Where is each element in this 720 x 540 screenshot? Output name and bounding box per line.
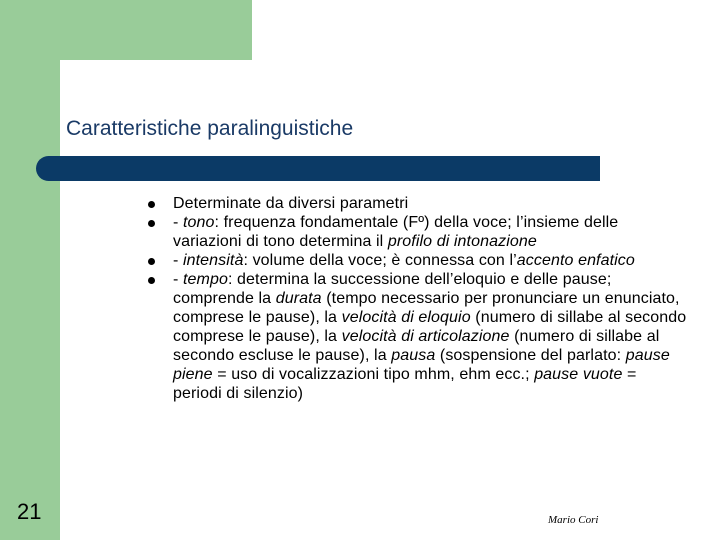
bullet-text: Determinate da diversi parametri — [173, 195, 409, 212]
text-segment: - — [173, 214, 183, 231]
bullet-text — [173, 214, 618, 250]
italic-term: velocità di eloquio — [341, 309, 471, 326]
green-side-band — [0, 0, 60, 540]
bullet-item — [148, 270, 688, 403]
bullet-text — [173, 271, 686, 402]
bullet-list — [148, 194, 688, 403]
text-segment: (numero di sillabe al secondo comprese le pause), la — [173, 309, 687, 345]
text-segment: (tempo necessario per pronunciare un enunciato, comprese le pause), la — [173, 290, 680, 326]
italic-term: pausa — [391, 347, 436, 364]
bullet-icon — [148, 220, 155, 227]
text-segment: - — [173, 252, 183, 269]
bullet-text — [173, 252, 635, 269]
bullet-item — [148, 251, 688, 270]
slide-title: Caratteristiche paralinguistiche — [66, 117, 354, 140]
text-segment: - — [173, 271, 183, 288]
italic-term: profilo di intonazione — [387, 233, 537, 250]
italic-term: accento enfatico — [516, 252, 635, 269]
title-underline-bar — [36, 156, 600, 181]
bullet-item — [148, 213, 688, 251]
bullet-icon — [148, 277, 155, 284]
green-top-band — [0, 0, 252, 60]
text-segment: : determina la successione dell’eloquio e delle pause; comprende la — [173, 271, 612, 307]
text-segment: : frequenza fondamentale (Fº) della voce; l’insieme delle variazioni di tono determina il — [173, 214, 619, 250]
italic-term: intensità — [182, 252, 244, 269]
bullet-item — [148, 194, 688, 213]
author-signature: Mario Cori — [548, 514, 599, 526]
italic-term: pause vuote — [534, 366, 623, 383]
bullet-icon — [148, 201, 155, 208]
page-number: 21 — [17, 499, 42, 524]
italic-term: tempo — [182, 271, 228, 288]
text-segment: = periodi di silenzio) — [173, 366, 637, 402]
italic-term: durata — [275, 290, 322, 307]
text-segment: = uso di vocalizzazioni tipo mhm, ehm ecc.; — [212, 366, 535, 383]
italic-term: tono — [182, 214, 215, 231]
italic-term: velocità di articolazione — [341, 328, 510, 345]
italic-term: pause piene — [173, 347, 670, 383]
text-segment: (sospensione del parlato: — [435, 347, 626, 364]
bullet-icon — [148, 258, 155, 265]
text-segment: : volume della voce; è connessa con l’ — [243, 252, 517, 269]
text-segment: (numero di sillabe al secondo escluse le pause), la — [173, 328, 660, 364]
